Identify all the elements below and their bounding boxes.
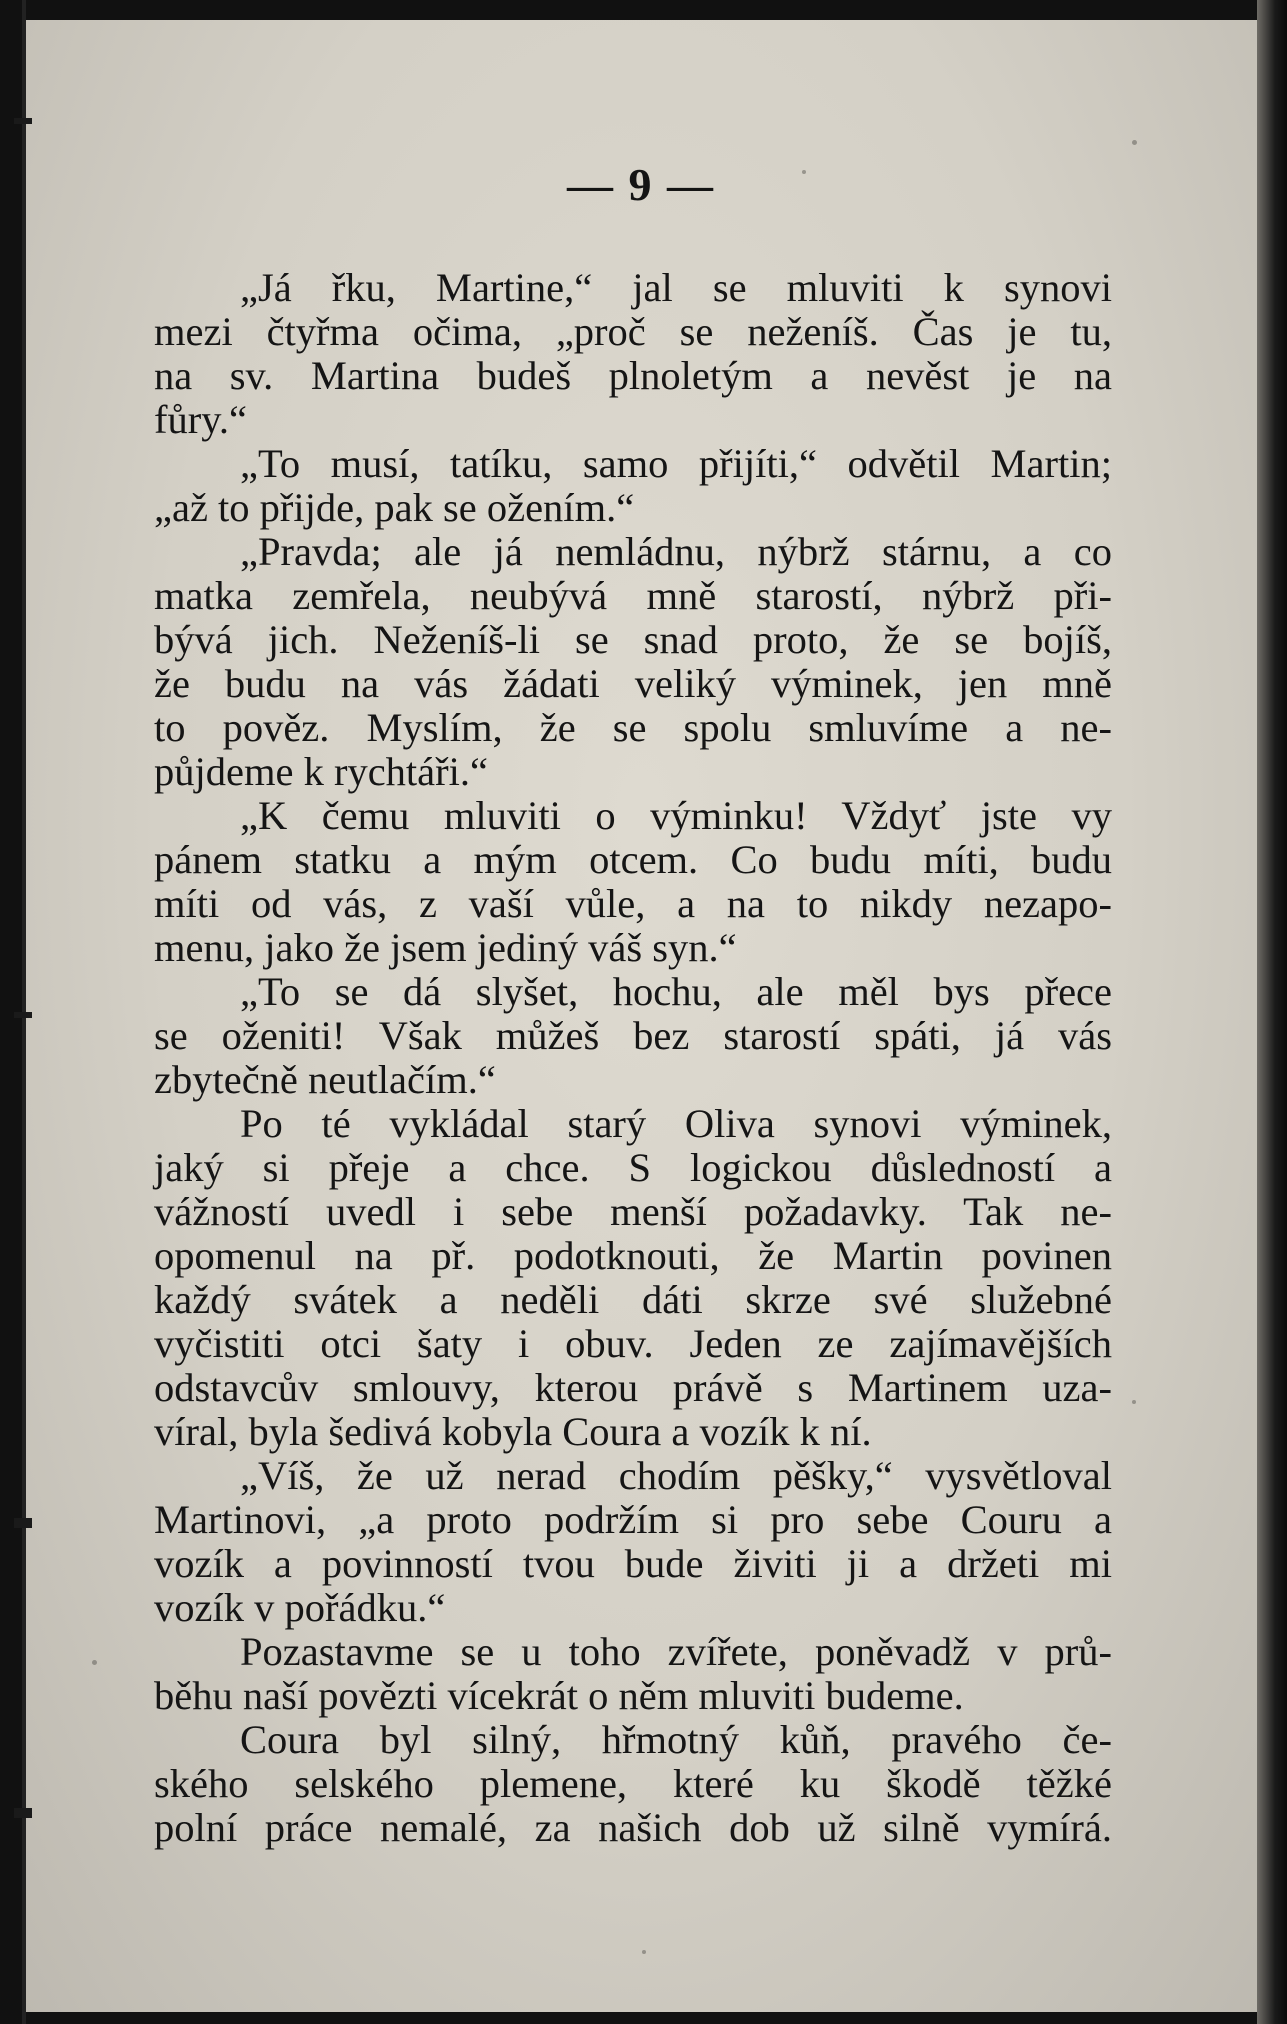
text-line: opomenul na př. podotknouti, že Martin povinen <box>154 1233 1112 1278</box>
text-line: jaký si přeje a chce. S logickou důsledností a <box>154 1145 1112 1190</box>
paper-sheet <box>22 20 1260 2012</box>
text-line: „K čemu mluviti o výminku! Vždyť jste vy <box>240 793 1112 838</box>
text-line: „Víš, že už nerad chodím pěšky,“ vysvětloval <box>240 1453 1112 1498</box>
paper-speck <box>642 1950 646 1954</box>
text-line: že budu na vás žádati veliký výminek, jen mně <box>154 661 1112 706</box>
text-line: se oženiti! Však můžeš bez starostí spáti, já vás <box>154 1013 1112 1058</box>
text-line: půjdeme k rychtáři.“ <box>154 749 488 794</box>
text-line: polní práce nemalé, za našich dob už silně vymírá. <box>154 1805 1112 1850</box>
paper-speck <box>1132 140 1137 145</box>
text-line: mezi čtyřma očima, „proč se neženíš. Čas je tu, <box>154 309 1112 354</box>
text-line: vozík v pořádku.“ <box>154 1585 446 1630</box>
text-line: vyčistiti otci šaty i obuv. Jeden ze zajímavějších <box>154 1321 1112 1366</box>
text-line: „To se dá slyšet, hochu, ale měl bys přece <box>240 969 1112 1014</box>
text-line: ského selského plemene, které ku škodě těžké <box>154 1761 1112 1806</box>
text-line: fůry.“ <box>154 397 247 442</box>
text-line: Martinovi, „a proto podržím si pro sebe Couru a <box>154 1497 1112 1542</box>
text-line: vozík a povinností tvou bude živiti ji a držeti mi <box>154 1541 1112 1586</box>
text-line: to pověz. Myslím, že se spolu smluvíme a ne- <box>154 705 1112 750</box>
text-line: běhu naší povězti vícekrát o něm mluviti budeme. <box>154 1673 964 1718</box>
text-line: zbytečně neutlačím.“ <box>154 1057 496 1102</box>
text-line: míti od vás, z vaší vůle, a na to nikdy nezapo- <box>154 881 1112 926</box>
text-line: „To musí, tatíku, samo přijíti,“ odvětil Martin; <box>240 441 1112 486</box>
text-line: odstavcův smlouvy, kterou právě s Martinem uza- <box>154 1365 1112 1410</box>
binding-mark <box>14 1012 32 1018</box>
paper-speck <box>92 1660 97 1665</box>
paper-speck <box>802 170 806 174</box>
text-line: menu, jako že jsem jediný váš syn.“ <box>154 925 737 970</box>
page-edge-shadow <box>1257 0 1287 2024</box>
text-line: Coura byl silný, hřmotný kůň, pravého če- <box>240 1717 1112 1762</box>
page-number: — 9 — <box>567 159 715 210</box>
text-line: pánem statku a mým otcem. Co budu míti, budu <box>154 837 1112 882</box>
text-line: Pozastavme se u toho zvířete, poněvadž v prů- <box>240 1629 1112 1674</box>
text-line: „až to přijde, pak se ožením.“ <box>154 485 635 530</box>
text-line: na sv. Martina budeš plnoletým a nevěst je na <box>154 353 1112 398</box>
text-line: matka zemřela, neubývá mně starostí, nýbrž při- <box>154 573 1112 618</box>
text-line: Po té vykládal starý Oliva synovi výminek, <box>240 1101 1112 1146</box>
paper-speck <box>1132 1400 1136 1404</box>
body-text <box>154 266 1112 1850</box>
text-line: bývá jich. Neženíš-li se snad proto, že se bojíš, <box>154 617 1112 662</box>
binding-mark <box>14 1518 32 1528</box>
text-line: každý svátek a neděli dáti skrze své služebné <box>154 1277 1112 1322</box>
text-line: víral, byla šedivá kobyla Coura a vozík k ní. <box>154 1409 872 1454</box>
text-line: „Pravda; ale já nemládnu, nýbrž stárnu, a co <box>240 529 1112 574</box>
binding-mark <box>14 1808 32 1818</box>
binding-mark <box>14 118 32 124</box>
text-line: vážností uvedl i sebe menší požadavky. Tak ne- <box>154 1189 1112 1234</box>
text-line: „Já řku, Martine,“ jal se mluviti k synovi <box>240 265 1112 310</box>
